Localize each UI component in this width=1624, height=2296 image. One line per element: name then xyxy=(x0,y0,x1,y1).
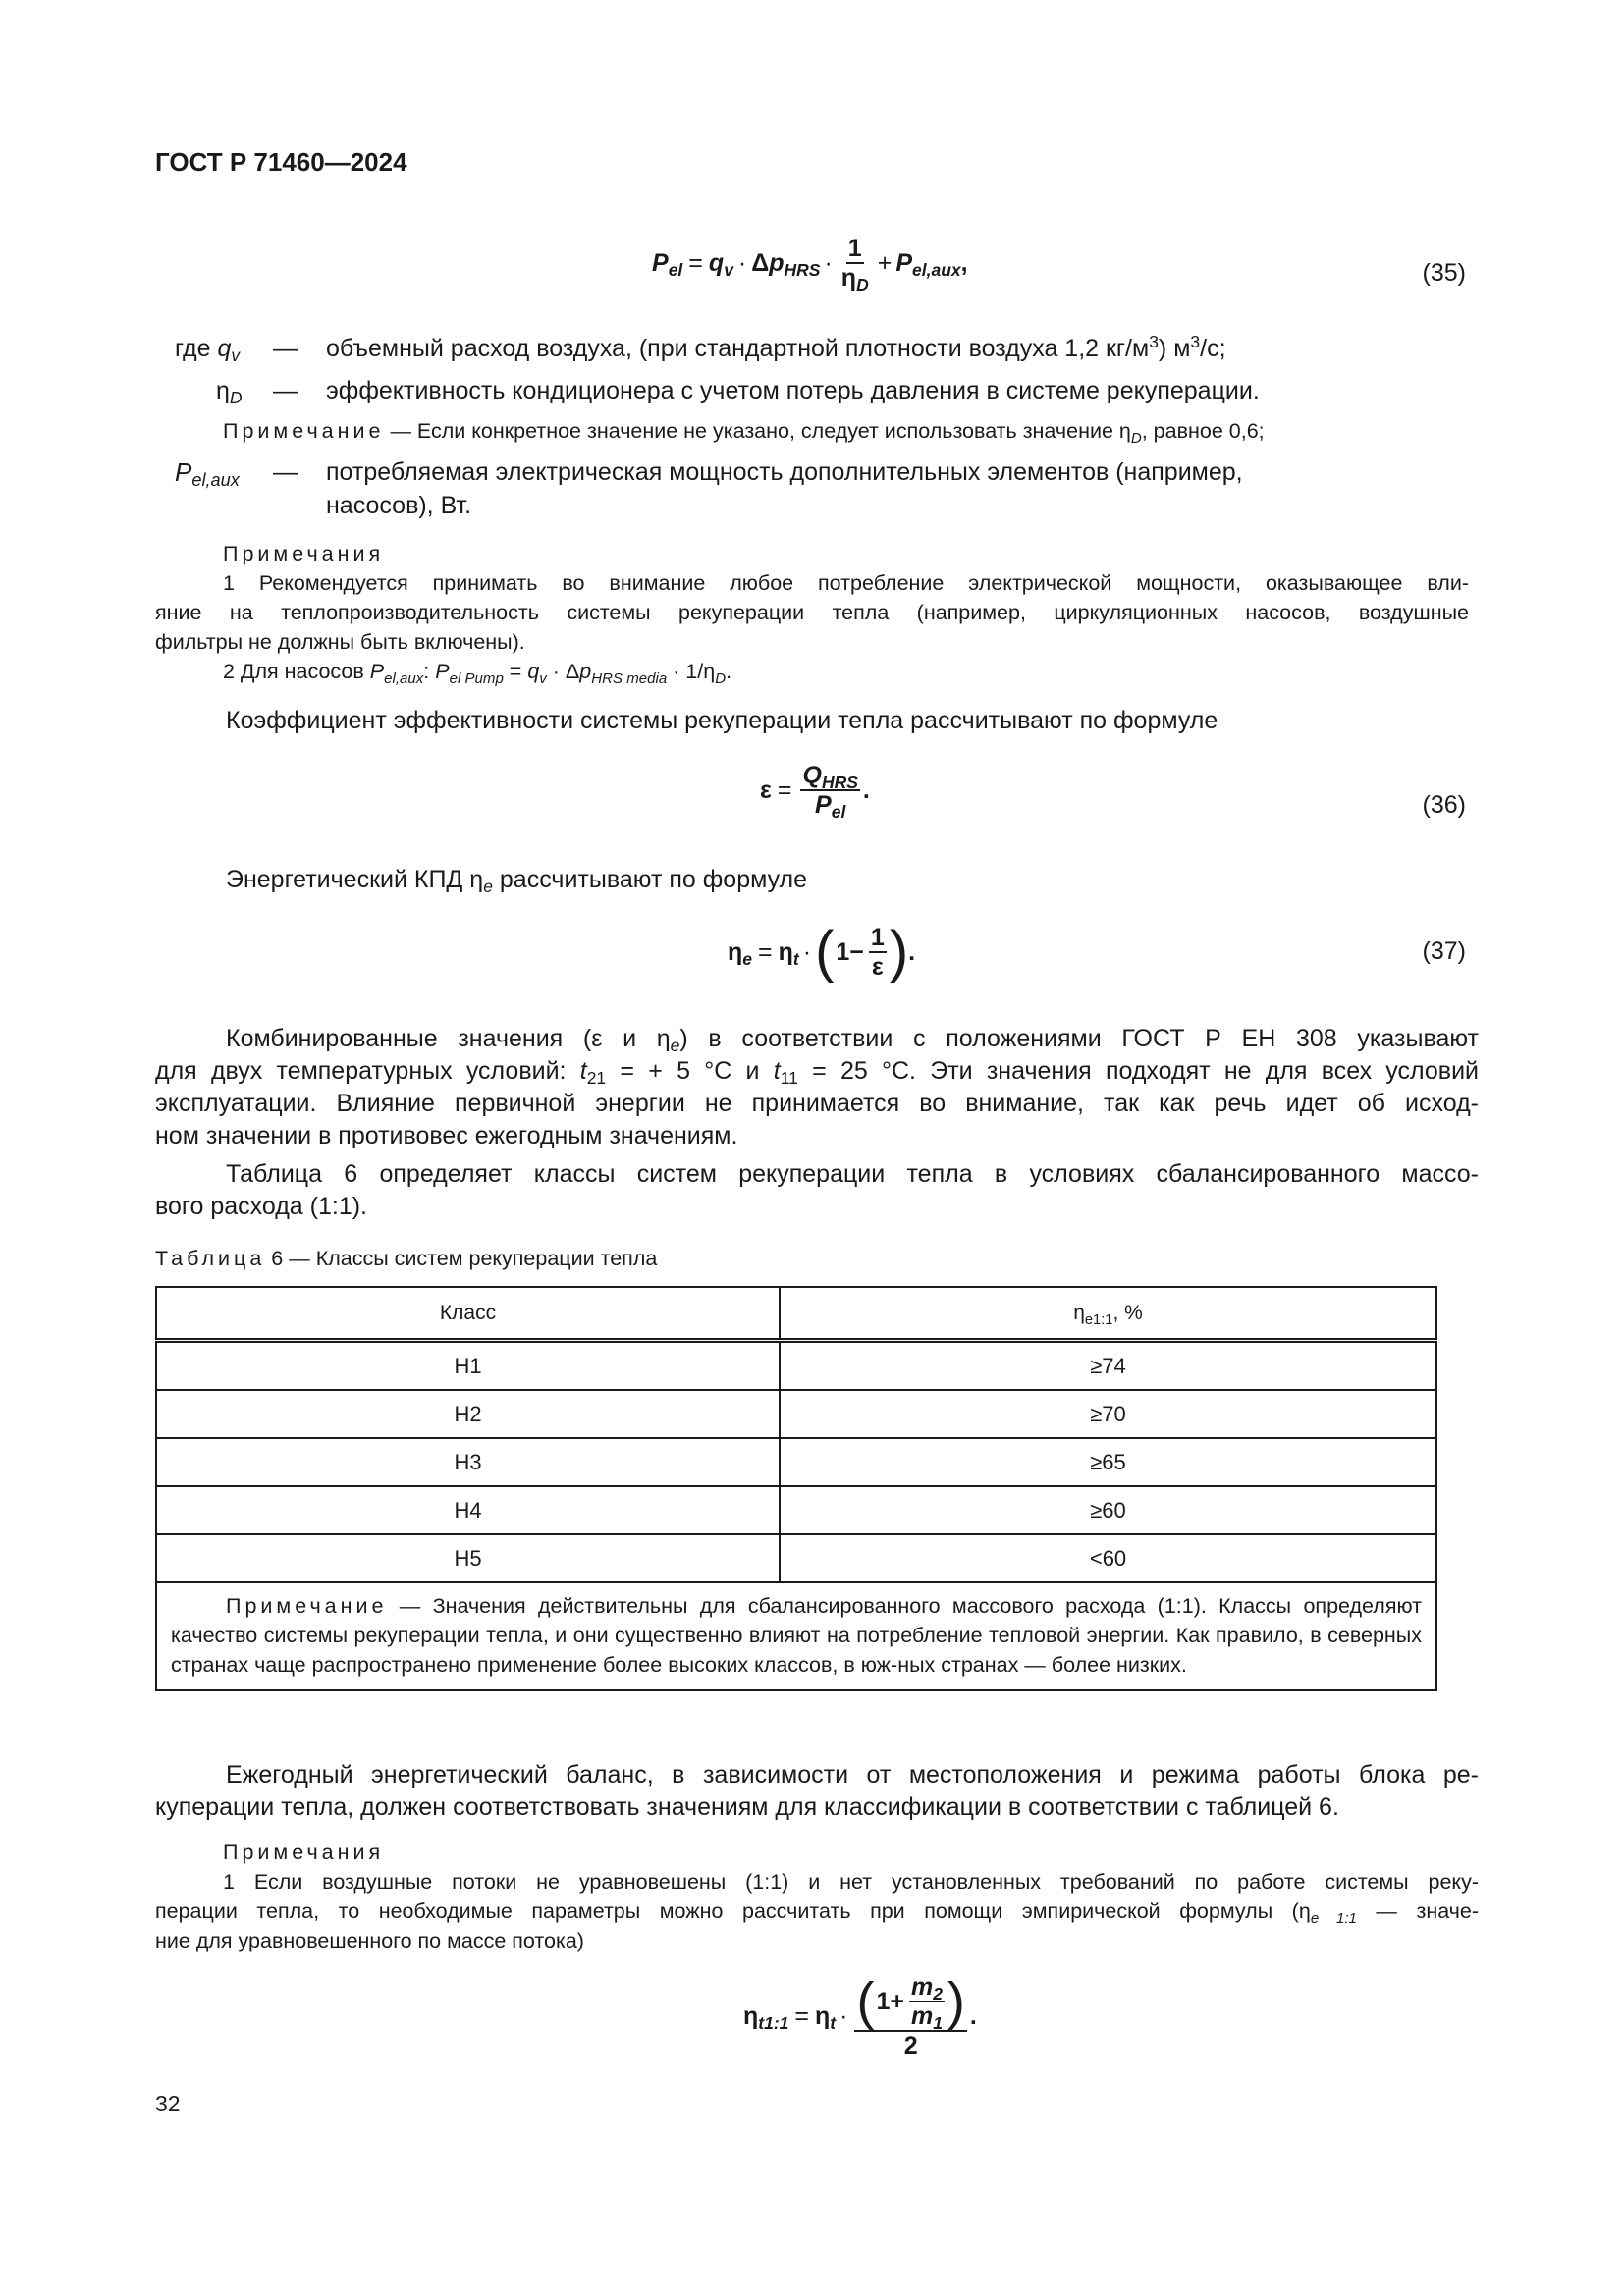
paragraph-combined-line4: ном значении в противовес ежегодным значениям. xyxy=(155,1122,738,1149)
table6-value-cell: ≥65 xyxy=(780,1438,1436,1486)
notes1-item1-line2: яние на теплопроизводительность системы рекуперации тепла (например, циркуляционных насосов, воздушные xyxy=(155,601,1469,624)
definition-note: Примечание — Если конкретное значение не указано, следует использовать значение $\eta_D$, равное 0,6; xyxy=(223,419,1265,447)
table6-class-cell: H1 xyxy=(156,1341,780,1391)
notes2-item1-line1: 1 Если воздушные потоки не уравновешены (1:1) и нет установленных требований по работе системы реку- xyxy=(223,1870,1479,1894)
paragraph-table-intro-line2: вого расхода (1:1). xyxy=(155,1193,367,1220)
paragraph-combined-line2: для двух температурных условий: $t_{21}$ = + 5 °С и $t_{11} = 25$ °С. Эти значения подходят не для всех условий xyxy=(155,1057,1480,1088)
equation-37: $\eta_e$ = $\eta_t$ · ( 1− $\frac{1}{\varepsilon}$ ) . xyxy=(728,920,916,984)
paragraph-efficiency: Коэффициент эффективности системы рекуперации тепла рассчитывают по формуле xyxy=(226,707,1218,734)
notes1-item1-line1: 1 Рекомендуется принимать во внимание любое потребление электрической мощности, оказывающее вли- xyxy=(223,571,1469,595)
where-label: где xyxy=(175,335,211,362)
definition-qv: где $q_v$ — объемный расход воздуха, (при стандартной плотности воздуха 1,2 $кг/м^3$) $м^3/с$; xyxy=(175,332,1226,365)
equation-35-number: (35) xyxy=(1422,259,1466,287)
notes1-item2: 2 Для насосов $P_{el,aux}$: $P_{el Pump} = q_v \cdot \Delta p_{HRS media} \cdot 1/\eta_D$. xyxy=(223,660,732,687)
table6-note-row xyxy=(156,1582,1436,1690)
table6-header-eta: $\eta_{e1:1}$, % xyxy=(780,1287,1436,1341)
table-row xyxy=(156,1438,1436,1486)
paragraph-combined-line3: эксплуатации. Влияние первичной энергии не принимается во внимание, так как речь идет об исход- xyxy=(155,1090,1479,1117)
table6-class-cell: H2 xyxy=(156,1390,780,1438)
equation-37-number: (37) xyxy=(1422,937,1466,965)
table6-value-cell: ≥70 xyxy=(780,1390,1436,1438)
table6-class-cell: H3 xyxy=(156,1438,780,1486)
equation-35: $P_{el}$ = $q_v$ · Δ $p_{HRS}$ · $\frac{1}{\eta_D}$ + $P_{el,aux}$ , xyxy=(652,234,968,294)
table6-class-cell: H5 xyxy=(156,1534,780,1582)
table6-header-class: Класс xyxy=(156,1287,780,1341)
table6-class-cell: H4 xyxy=(156,1486,780,1534)
table6 xyxy=(155,1286,1437,1691)
definition-pelaux: $P_{el,aux}$ — потребляемая электрическая мощность дополнительных элементов (например, насосов), Вт. xyxy=(175,457,1243,519)
paragraph-combined-line1: Комбинированные значения (ε и $\eta_e$) в соответствии с положениями ГОСТ Р ЕН 308 указывают xyxy=(226,1025,1479,1055)
table6-caption: Таблица 6 — Классы систем рекуперации тепла xyxy=(155,1247,658,1270)
notes2-item1-line2: перации тепла, то необходимые параметры можно рассчитать при помощи эмпирической формулы ($\eta_{e 1:1}$ — значе- xyxy=(155,1899,1480,1927)
paragraph-table-intro-line1: Таблица 6 определяет классы систем рекуперации тепла в условиях сбалансированного массо- xyxy=(226,1160,1479,1188)
table-row xyxy=(156,1390,1436,1438)
notes1-heading: Примечания xyxy=(223,542,385,565)
table-row xyxy=(156,1534,1436,1582)
page-number: 32 xyxy=(155,2091,181,2116)
table6-header-row xyxy=(156,1287,1436,1341)
table6-note: Примечание — Значения действительны для сбалансированного массового расхода (1:1). Классы определяют качество системы рекуперации тепла, и они существенно влияют на потребление тепловой энергии. Как правило, в северных странах чаще распространено применение более высоких классов, в юж-ных странах — более низких. xyxy=(156,1582,1436,1690)
notes2-item1-line3: ние для уравновешенного по массе потока) xyxy=(155,1929,584,1952)
notes1-item1-line3: фильтры не должны быть включены). xyxy=(155,630,525,654)
paragraph-annual-line1: Ежегодный энергетический баланс, в зависимости от местоположения и режима работы блока ре- xyxy=(226,1761,1479,1789)
notes2-heading: Примечания xyxy=(223,1841,385,1864)
equation-36: ε = $\frac{Q_{HRS}}{P_{el}}$ . xyxy=(760,761,870,822)
table-row xyxy=(156,1486,1436,1534)
document-code: ГОСТ Р 71460—2024 xyxy=(155,147,407,177)
table-row xyxy=(156,1341,1436,1391)
paragraph-kpd: Энергетический КПД $\eta_e$ рассчитывают по формуле xyxy=(226,866,808,896)
paragraph-annual-line2: куперации тепла, должен соответствовать значениям для классификации в соответствии с таблицей 6. xyxy=(155,1793,1339,1821)
table6-value-cell: ≥60 xyxy=(780,1486,1436,1534)
equation-eta-t11: $\eta_{t1:1}$ = $\eta_t$ · ( 1+ $\frac{m_2}{m_1}$ ) 2 . xyxy=(743,1971,977,2060)
table6-value-cell: ≥74 xyxy=(780,1341,1436,1391)
table6-value-cell: <60 xyxy=(780,1534,1436,1582)
definition-dash: — xyxy=(273,335,298,362)
equation-36-number: (36) xyxy=(1422,791,1466,819)
